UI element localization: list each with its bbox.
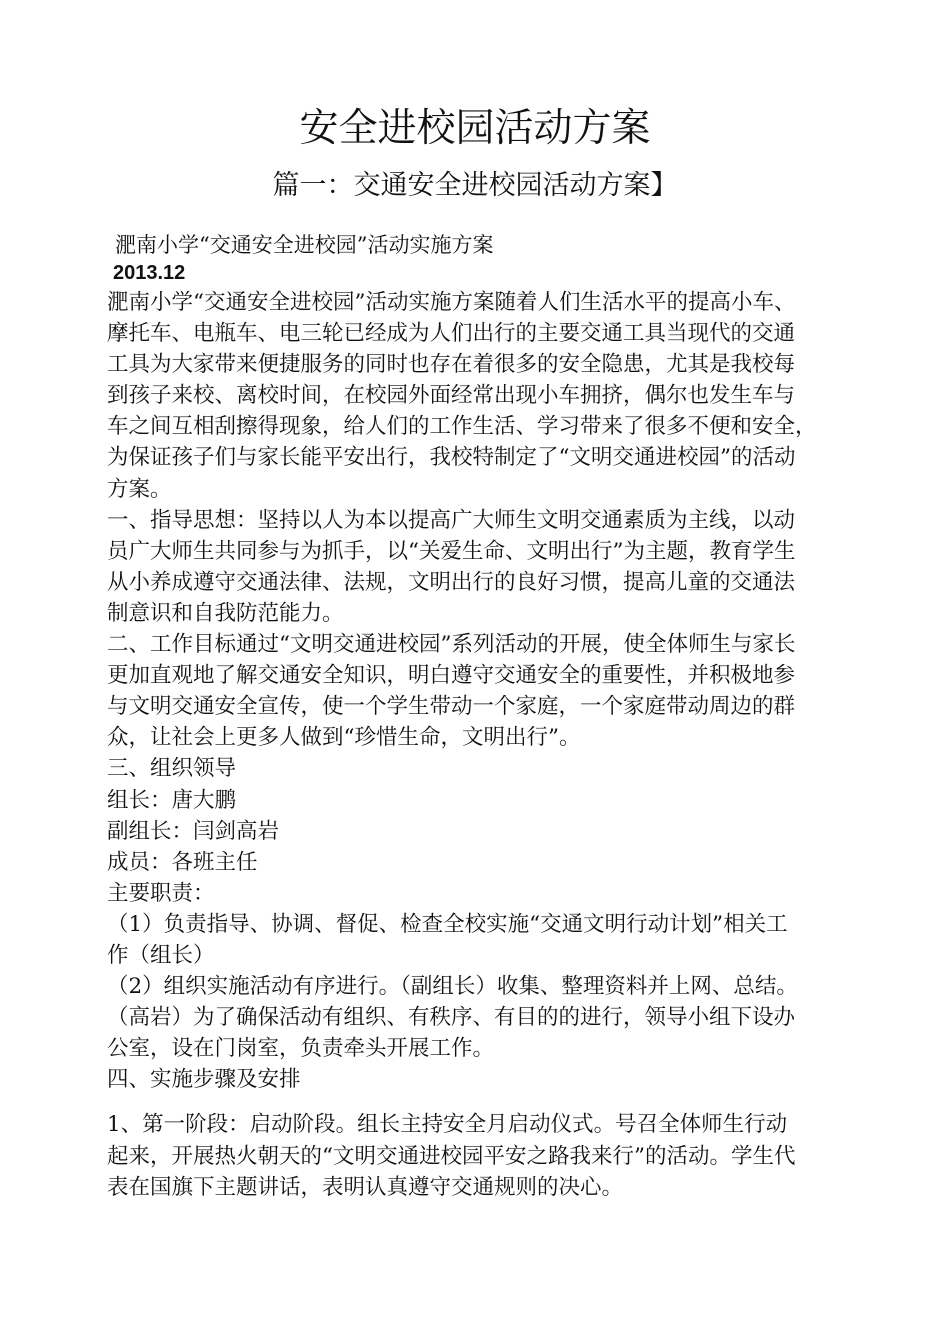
team-leader-line: 组长：唐大鹏: [107, 787, 237, 813]
section-work-goal: 二、工作目标通过“文明交通进校园”系列活动的开展，使全体师生与家长 更加直观地了解交通安全知识，明白遵守交通安全的重要性，并积极地参 与文明交通安全宣传，使一个学生带动一个家庭，一个家庭带动周边的群 众，让社会上更多人做到“珍惜生命，文明出行”。: [107, 632, 796, 751]
plan-date: 2013.12: [113, 262, 186, 284]
intro-paragraph: 淝南小学“交通安全进校园”活动实施方案随着人们生活水平的提高小车、 摩托车、电瓶车、电三轮已经成为人们出行的主要交通工具当现代的交通 工具为大家带来便捷服务的同时也存在着很多的安全隐患，尤其是我校每 到孩子来校、离校时间，在校园外面经常出现小车拥挤，偶尔也发生车与 车之间互相刮擦得现象，给人们的工作生活、学习带来了很多不便和安全， 为保证孩子们与家长能平安出行，我校特制定了“文明交通进校园”的活动 方案。: [107, 290, 817, 502]
document-title: 安全进校园活动方案: [299, 106, 651, 151]
document-body: [107, 287, 867, 1203]
plan-heading: 淝南小学“交通安全进校园”活动实施方案: [115, 233, 494, 257]
section-organization-heading: 三、组织领导: [107, 756, 237, 782]
duty-item-2: （2）组织实施活动有序进行。（副组长）收集、整理资料并上网、总结。 （高岩）为了确保活动有组织、有秩序、有目的的进行，领导小组下设办 公室，设在门岗室，负责牵头开展工作。: [107, 974, 798, 1062]
deputy-leader-line: 副组长：闫剑高岩: [107, 818, 280, 844]
document-subtitle: 篇一：交通安全进校园活动方案】: [272, 170, 678, 201]
stage-1-paragraph: 1、第一阶段：启动阶段。组长主持安全月启动仪式。号召全体师生行动 起来，开展热火朝天的“文明交通进校园平安之路我来行”的活动。学生代 表在国旗下主题讲话，表明认真遵守交通规则的决心。: [107, 1112, 796, 1200]
duty-item-1: （1）负责指导、协调、督促、检查全校实施“交通文明行动计划”相关工 作（组长）: [107, 911, 788, 968]
section-guiding-thought: 一、指导思想：坚持以人为本以提高广大师生文明交通素质为主线，以动 员广大师生共同参与为抓手，以“关爱生命、文明出行”为主题，教育学生 从小养成遵守交通法律、法规，文明出行的良好习惯，提高儿童的交通法 制意识和自我防范能力。: [107, 507, 796, 626]
section-implementation-heading: 四、实施步骤及安排: [107, 1067, 301, 1093]
duties-heading: 主要职责：: [107, 880, 215, 906]
members-line: 成员：各班主任: [107, 849, 258, 875]
